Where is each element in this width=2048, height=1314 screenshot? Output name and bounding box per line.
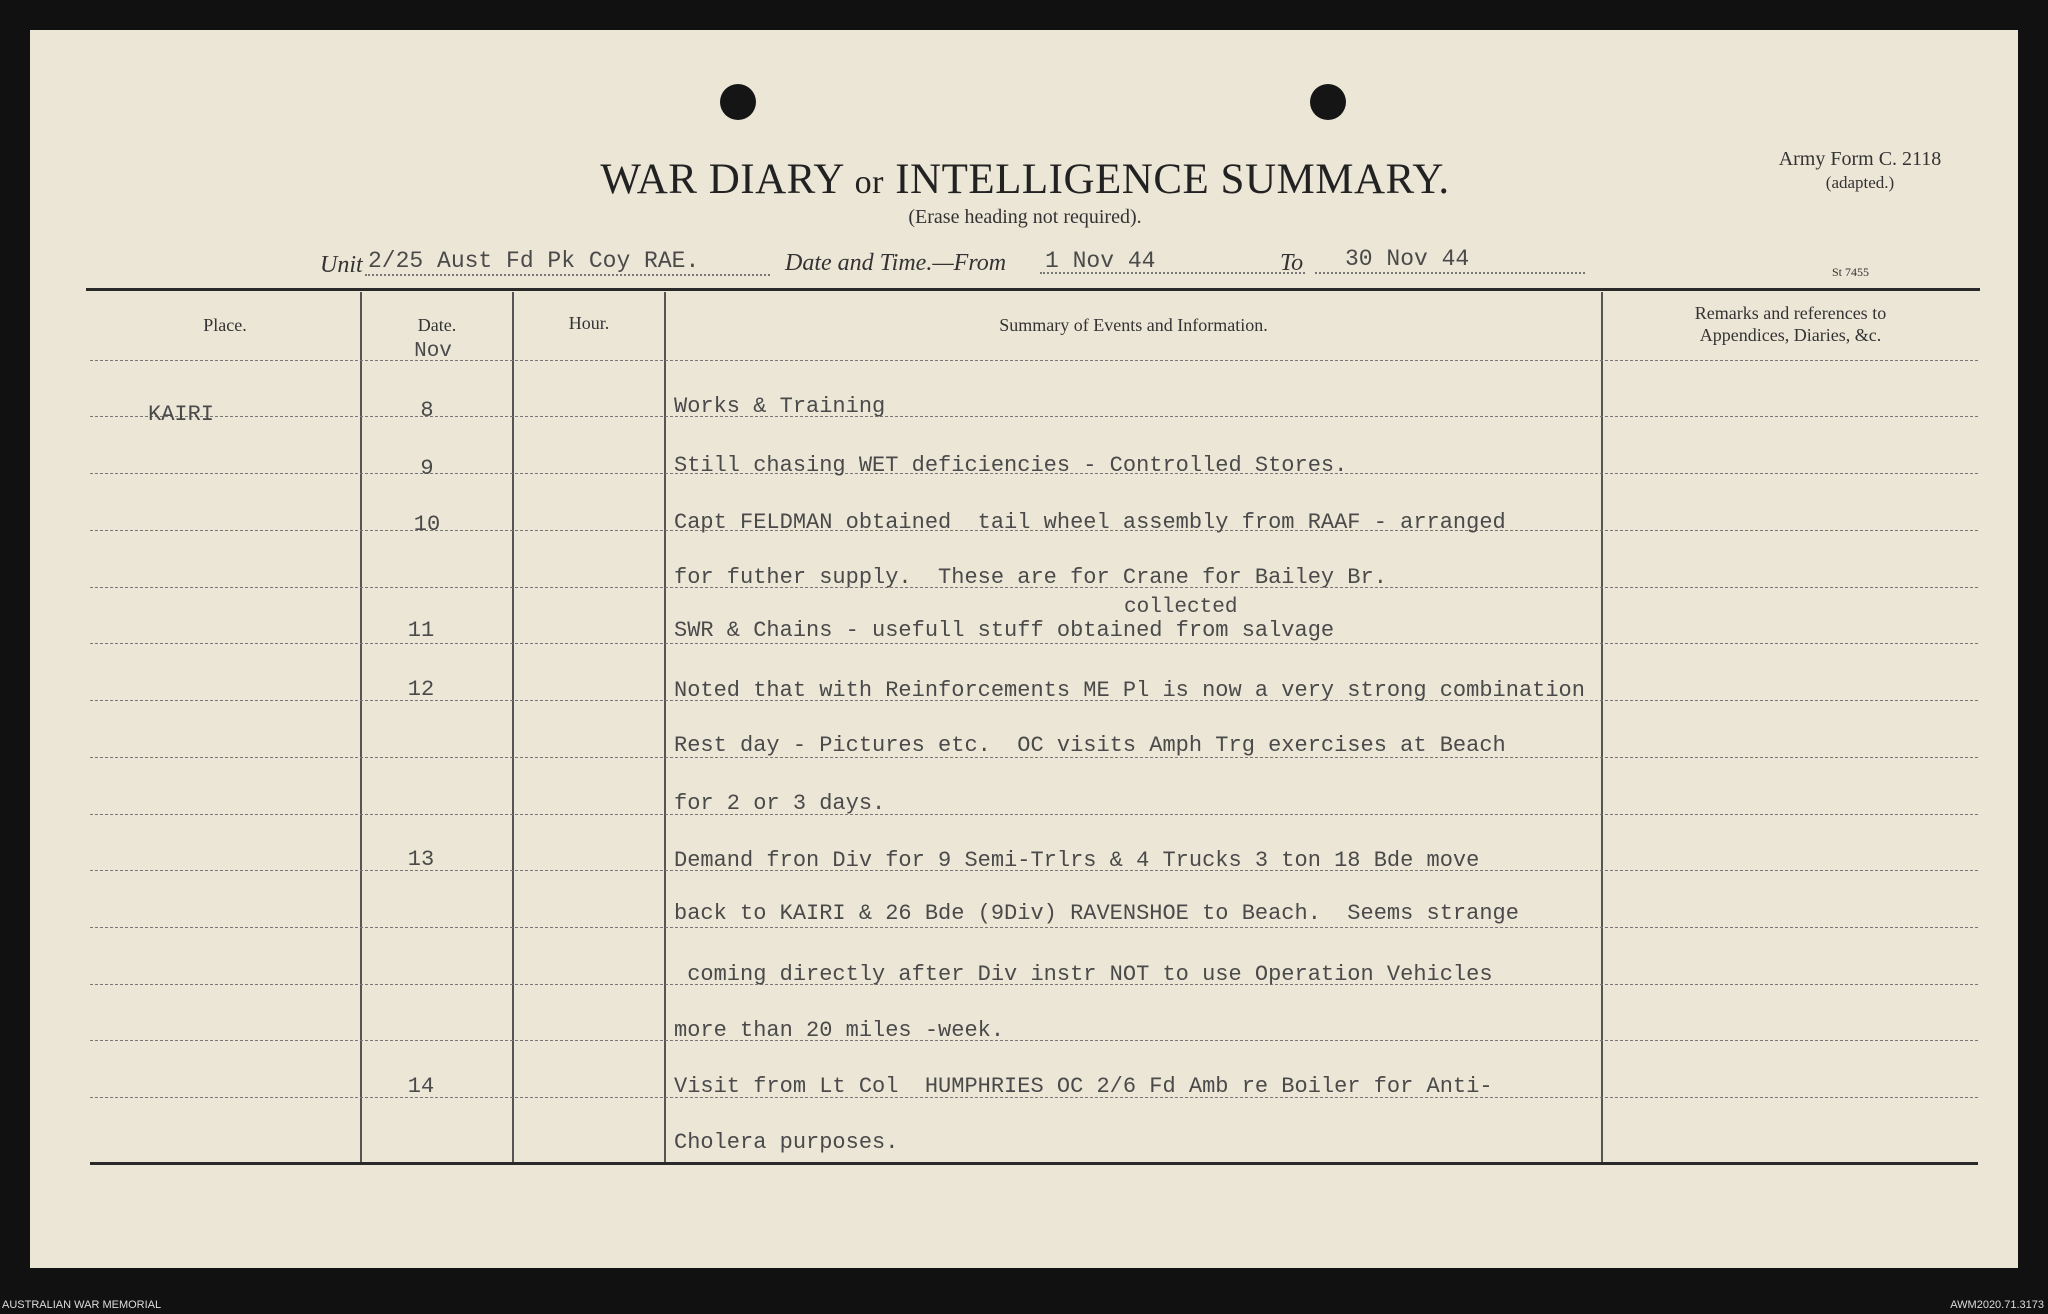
erase-note: (Erase heading not required). (908, 206, 1142, 228)
page-title (30, 155, 2018, 204)
column-header-hour: Hour. (568, 313, 610, 333)
insertion-note: collected (1124, 596, 1238, 619)
column-divider-summary (1601, 292, 1603, 1162)
table-bottom-rule (90, 1162, 1978, 1165)
army-form-adapted: (adapted.) (1825, 173, 1895, 192)
place-entry: KAIRI (148, 402, 215, 427)
unit-underline (365, 274, 770, 276)
from-underline (1040, 272, 1305, 274)
footer-accession: AWM2020.71.3173 (1950, 1299, 2044, 1311)
unit-value: 2/25 Aust Fd Pk Coy RAE. (368, 248, 700, 274)
date-time-label: Date and Time.—From (785, 250, 1007, 276)
to-label: To (1280, 250, 1304, 276)
table-top-rule (86, 288, 1980, 291)
summary-line: for futher supply. These are for Crane for Bailey Br. (674, 565, 1387, 590)
punch-hole-left (720, 84, 756, 120)
remarks-header-line1: Remarks and references to (1694, 303, 1887, 323)
print-code: St 7455 (1832, 265, 1870, 279)
summary-line: Capt FELDMAN obtained tail wheel assembly from RAAF - arranged (674, 510, 1506, 535)
column-header-summary: Summary of Events and Information. (999, 315, 1268, 335)
column-header-place: Place. (203, 315, 247, 335)
summary-line: Rest day - Pictures etc. OC visits Amph Trg exercises at Beach (674, 733, 1506, 758)
summary-line: Still chasing WET deficiencies - Controlled Stores. (674, 453, 1348, 478)
date-entry: 12 (407, 677, 435, 702)
summary-line: coming directly after Div instr NOT to use Operation Vehicles (674, 962, 1493, 987)
remarks-header-line2: Appendices, Diaries, &c. (1699, 325, 1882, 345)
row-rule (90, 814, 1978, 815)
army-form-number: Army Form C. 2118 (1778, 148, 1942, 170)
summary-line: SWR & Chains - usefull stuff obtained from salvage (674, 618, 1335, 643)
summary-line: Noted that with Reinforcements ME Pl is now a very strong combination (674, 678, 1585, 703)
column-divider-hour (664, 292, 666, 1162)
footer-strip (0, 1298, 2048, 1314)
row-rule (90, 927, 1978, 928)
date-entry: 13 (407, 847, 435, 872)
date-entry: 10 (413, 512, 441, 537)
date-entry: 14 (407, 1074, 435, 1099)
summary-line: Visit from Lt Col HUMPHRIES OC 2/6 Fd Amb re Boiler for Anti- (674, 1074, 1493, 1099)
from-value: 1 Nov 44 (1045, 248, 1156, 274)
summary-line: Works & Training (674, 394, 886, 419)
row-rule (90, 360, 1978, 361)
column-divider-place (360, 292, 362, 1162)
punch-hole-right (1310, 84, 1346, 120)
army-form-label (1750, 147, 1970, 195)
footer-source: AUSTRALIAN WAR MEMORIAL (2, 1299, 162, 1311)
summary-line: Demand fron Div for 9 Semi-Trlrs & 4 Trucks 3 ton 18 Bde move (674, 848, 1480, 873)
date-entry: 8 (420, 398, 434, 423)
title-intelligence-summary: INTELLIGENCE SUMMARY. (895, 156, 1450, 203)
date-entry: 9 (420, 456, 434, 481)
row-rule (90, 416, 1978, 417)
date-entry: 11 (407, 618, 435, 643)
summary-line: more than 20 miles -week. (674, 1018, 1005, 1043)
summary-line: Cholera purposes. (674, 1130, 899, 1155)
month-label: Nov (414, 340, 452, 363)
summary-line: for 2 or 3 days. (674, 791, 886, 816)
war-diary-page (30, 30, 2018, 1268)
summary-line: back to KAIRI & 26 Bde (9Div) RAVENSHOE to Beach. Seems strange (674, 901, 1519, 926)
to-underline (1315, 272, 1585, 274)
column-header-remarks (1603, 302, 1978, 346)
to-value: 30 Nov 44 (1345, 246, 1470, 272)
column-header-date: Date. (417, 315, 457, 335)
unit-label: Unit (320, 252, 363, 278)
column-divider-date (512, 292, 514, 1162)
row-rule (90, 643, 1978, 644)
title-or: or (854, 164, 884, 201)
row-rule (90, 1040, 1978, 1041)
title-war-diary: WAR DIARY (600, 156, 844, 203)
